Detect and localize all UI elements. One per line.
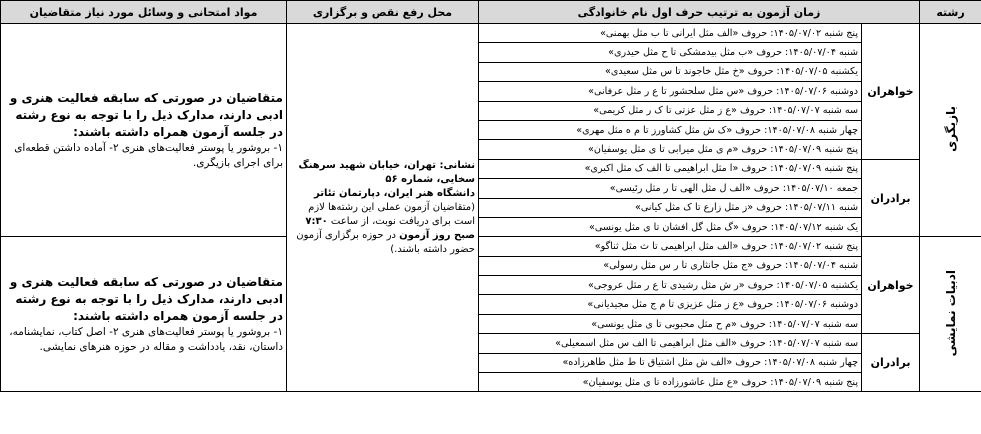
schedule-slot: چهار شنبه ۱۴۰۵/۰۷/۰۸: حروف «ک ش مثل کشاورز تا م ه مثل مهری» (479, 120, 862, 139)
gender-men-acting: برادران (862, 159, 920, 237)
schedule-slot: سه شنبه ۱۴۰۵/۰۷/۰۷: حروف «ع ز مثل عزتی تا ک ر مثل کریمی» (479, 101, 862, 120)
materials-playwriting-items: ۱- بروشور یا پوستر فعالیت‌های هنری ۲- اصل کتاب، نمایشنامه، داستان، نقد، یادداشت و مقاله در حوزه هنرهای نمایشی. (9, 325, 283, 353)
schedule-slot: جمعه ۱۴۰۵/۰۷/۱۰: حروف «الف ل مثل الهی تا ر مثل رئیسی» (479, 179, 862, 198)
header-schedule: زمان آزمون به ترتیب حرف اول نام خانوادگی (479, 1, 920, 24)
schedule-slot: سه شنبه ۱۴۰۵/۰۷/۰۷: حروف «الف مثل ابراهیمی تا الف س مثل اسمعیلی» (479, 334, 862, 353)
location-cell (287, 24, 479, 392)
header-location: محل رفع نقص و برگزاری (287, 1, 479, 24)
schedule-slot: شنبه ۱۴۰۵/۰۷/۰۴: حروف «ج مثل جانثاری تا ر س مثل رسولی» (479, 256, 862, 275)
materials-acting-lead: متقاضیان در صورتی که سابقه فعالیت هنری و ادبی دارند، مدارک ذیل را با توجه به نوع رشته در جلسه آزمون همراه داشته باشند: (9, 90, 283, 139)
materials-playwriting (1, 237, 287, 392)
header-materials: مواد امتحانی و وسائل مورد نیاز متقاضیان (1, 1, 287, 24)
header-row (1, 1, 981, 24)
materials-acting (1, 24, 287, 237)
schedule-slot: چهار شنبه ۱۴۰۵/۰۷/۰۸: حروف «الف ش مثل اشتیاق تا ط مثل طاهرزاده» (479, 353, 862, 372)
location-time: ۷:۳۰ (305, 215, 328, 227)
schedule-slot: یک شنبه ۱۴۰۵/۰۷/۱۲: حروف «گ مثل گل افشان تا ی مثل یونسی» (479, 217, 862, 236)
schedule-slot: سه شنبه ۱۴۰۵/۰۷/۰۷: حروف «م ح مثل محبوبی تا ی مثل یونسی» (479, 314, 862, 333)
schedule-slot: یکشنبه ۱۴۰۵/۰۷/۰۵: حروف «خ مثل خاجوند تا س مثل سعیدی» (479, 62, 862, 81)
schedule-slot: دوشنبه ۱۴۰۵/۰۷/۰۶: حروف «س مثل سلحشور تا ع ر مثل عرفانی» (479, 82, 862, 101)
field-playwriting-label: ادبیات نمایشی (943, 269, 958, 357)
gender-men-playwriting: برادران (862, 334, 920, 392)
schedule-slot: پنج شنبه ۱۴۰۵/۰۷/۰۹: حروف «ع مثل عاشورزاده تا ی مثل یوسفیان» (479, 373, 862, 392)
schedule-slot: پنج شنبه ۱۴۰۵/۰۷/۰۹: حروف «م ی مثل میرابی تا ی مثل یوسفیان» (479, 140, 862, 159)
location-institution: دانشگاه هنر ایران، دپارتمان تئاتر (313, 187, 475, 199)
field-acting (920, 24, 981, 237)
schedule-slot: دوشنبه ۱۴۰۵/۰۷/۰۶: حروف «ع ز مثل عزیزی تا م ج مثل مجیدیانی» (479, 295, 862, 314)
schedule-slot: شنبه ۱۴۰۵/۰۷/۰۴: حروف «ب مثل بیدمشکی تا ح مثل حیدری» (479, 43, 862, 62)
schedule-slot: پنج شنبه ۱۴۰۵/۰۷/۰۲: حروف «الف مثل ایرانی تا ب مثل بهمنی» (479, 24, 862, 43)
field-playwriting (920, 237, 981, 392)
materials-acting-items: ۱- بروشور یا پوستر فعالیت‌های هنری ۲- آماده داشتن قطعه‌ای برای اجرای بازیگری. (14, 141, 283, 169)
location-note: (متقاضیان آزمون عملی این رشته‌ها لازم است برای دریافت نوبت، از ساعت (308, 201, 475, 227)
schedule-slot: پنج شنبه ۱۴۰۵/۰۷/۰۹: حروف «ا مثل ابراهیمی تا الف ک مثل اکبری» (479, 159, 862, 178)
field-acting-label: بازیگری (943, 105, 958, 152)
schedule-slot: پنج شنبه ۱۴۰۵/۰۷/۰۲: حروف «الف مثل ابراهیمی تا ث مثل ثناگو» (479, 237, 862, 256)
table-row (1, 237, 981, 256)
location-address: نشانی: تهران، خیابان شهید سرهنگ سخایی، شماره ۵۶ (298, 159, 475, 185)
table-row (1, 24, 981, 43)
materials-playwriting-lead: متقاضیان در صورتی که سابقه فعالیت هنری و ادبی دارند، مدارک ذیل را با توجه به نوع رشته در جلسه آزمون همراه داشته باشند: (9, 274, 283, 323)
schedule-slot: شنبه ۱۴۰۵/۰۷/۱۱: حروف «ز مثل زارع تا ک مثل کیانی» (479, 198, 862, 217)
header-field: رشته (920, 1, 981, 24)
gender-women-playwriting: خواهران (862, 237, 920, 334)
schedule-slot: یکشنبه ۱۴۰۵/۰۷/۰۵: حروف «ر ش مثل رشیدی تا ع ر مثل عروجی» (479, 276, 862, 295)
location-note-bold: صبح روز آزمون (399, 229, 475, 241)
location-note-post: در حوزه برگزاری آزمون حضور داشته باشند.) (296, 229, 475, 255)
gender-women-acting: خواهران (862, 24, 920, 160)
